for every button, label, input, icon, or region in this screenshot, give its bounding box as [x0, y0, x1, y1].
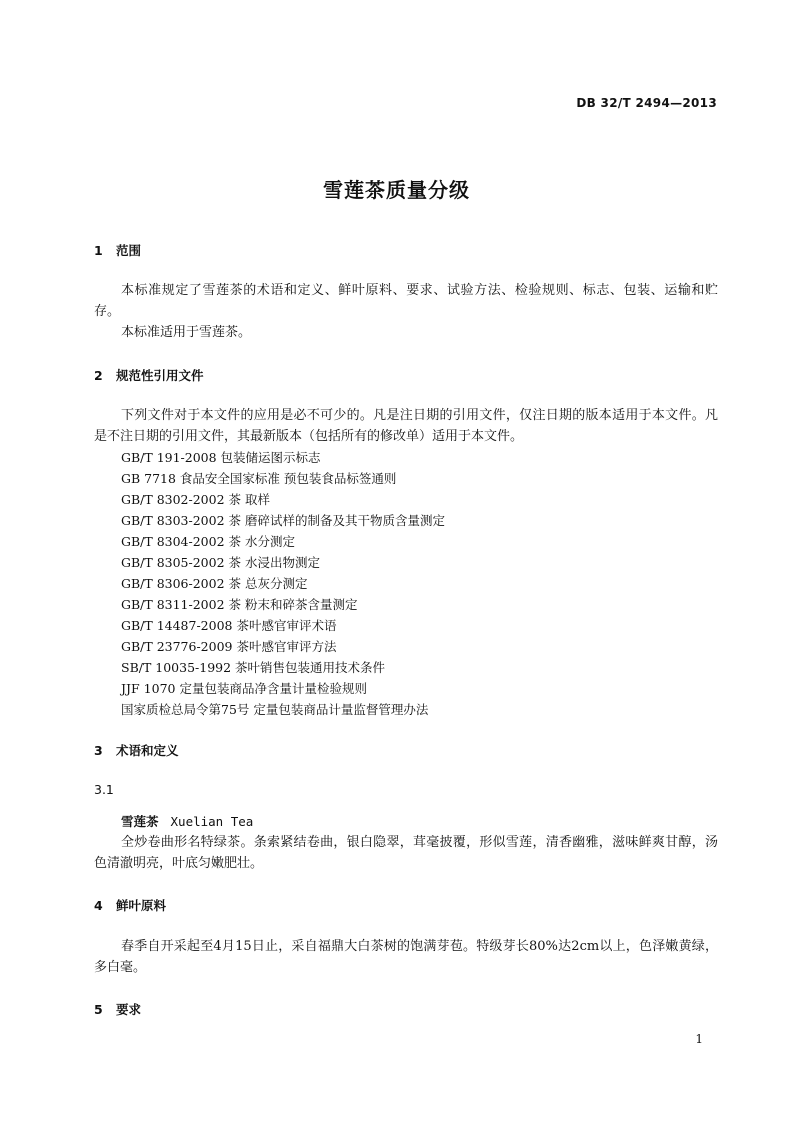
paragraph-fresh-leaf: 春季自开采起至4月15日止，采自福鼎大白茶树的饱满芽苞。特级芽长80%达2cm以上，色泽嫩黄绿，多白毫。	[94, 939, 718, 975]
subsection-number: 3.1	[94, 782, 114, 797]
document-title: 雪莲茶质量分级	[323, 178, 470, 202]
term-chinese: 雪莲茶	[121, 814, 159, 829]
term-definition: 全炒卷曲形名特绿茶。条索紧结卷曲，银白隐翠，茸毫披覆，形似雪莲，清香幽雅，滋味鲜爽甘醇，汤色清澈明亮，叶底匀嫩肥壮。	[94, 835, 718, 871]
term-entry	[121, 812, 253, 830]
reference-item: GB/T 23776-2009 茶叶感官审评方法	[121, 639, 337, 654]
section-title: 术语和定义	[116, 743, 179, 758]
section-title: 规范性引用文件	[116, 368, 204, 383]
standard-number: DB 32/T 2494—2013	[576, 96, 717, 110]
section-title: 鲜叶原料	[116, 898, 167, 913]
section-number: 2	[94, 368, 103, 383]
term-english: Xuelian Tea	[170, 814, 254, 829]
reference-item: GB 7718 食品安全国家标准 预包装食品标签通则	[121, 471, 397, 486]
section-number: 5	[94, 1002, 103, 1017]
reference-item: GB/T 8304-2002 茶 水分测定	[121, 534, 295, 549]
section-number: 4	[94, 898, 103, 913]
reference-item: GB/T 8302-2002 茶 取样	[121, 492, 270, 507]
reference-item: GB/T 8306-2002 茶 总灰分测定	[121, 576, 308, 591]
section-heading-requirements	[94, 1000, 141, 1018]
page-number: 1	[695, 1032, 703, 1046]
paragraph-scope-2: 本标准适用于雪莲茶。	[121, 325, 252, 340]
section-heading-terms-and-definitions	[94, 741, 179, 759]
reference-item: 国家质检总局令第75号 定量包装商品计量监督管理办法	[121, 702, 429, 717]
reference-item: GB/T 8303-2002 茶 磨碎试样的制备及其干物质含量测定	[121, 513, 445, 528]
section-title: 要求	[116, 1002, 142, 1017]
section-heading-normative-references	[94, 366, 204, 384]
section-heading-fresh-leaf	[94, 896, 166, 914]
reference-item: GB/T 14487-2008 茶叶感官审评术语	[121, 618, 337, 633]
reference-item: GB/T 8305-2002 茶 水浸出物测定	[121, 555, 320, 570]
reference-item: JJF 1070 定量包装商品净含量计量检验规则	[121, 681, 367, 696]
section-heading-scope	[94, 241, 141, 259]
paragraph-scope-1: 本标准规定了雪莲茶的术语和定义、鲜叶原料、要求、试验方法、检验规则、标志、包装、运输和贮存。	[94, 283, 718, 319]
section-title: 范围	[116, 243, 142, 258]
reference-item: GB/T 8311-2002 茶 粉末和碎茶含量测定	[121, 597, 358, 612]
reference-item: SB/T 10035-1992 茶叶销售包装通用技术条件	[121, 660, 386, 675]
reference-item: GB/T 191-2008 包装储运图示标志	[121, 450, 321, 465]
section-number: 1	[94, 243, 103, 258]
paragraph-references-intro: 下列文件对于本文件的应用是必不可少的。凡是注日期的引用文件，仅注日期的版本适用于本文件。凡是不注日期的引用文件，其最新版本（包括所有的修改单）适用于本文件。	[94, 408, 718, 444]
section-number: 3	[94, 743, 103, 758]
